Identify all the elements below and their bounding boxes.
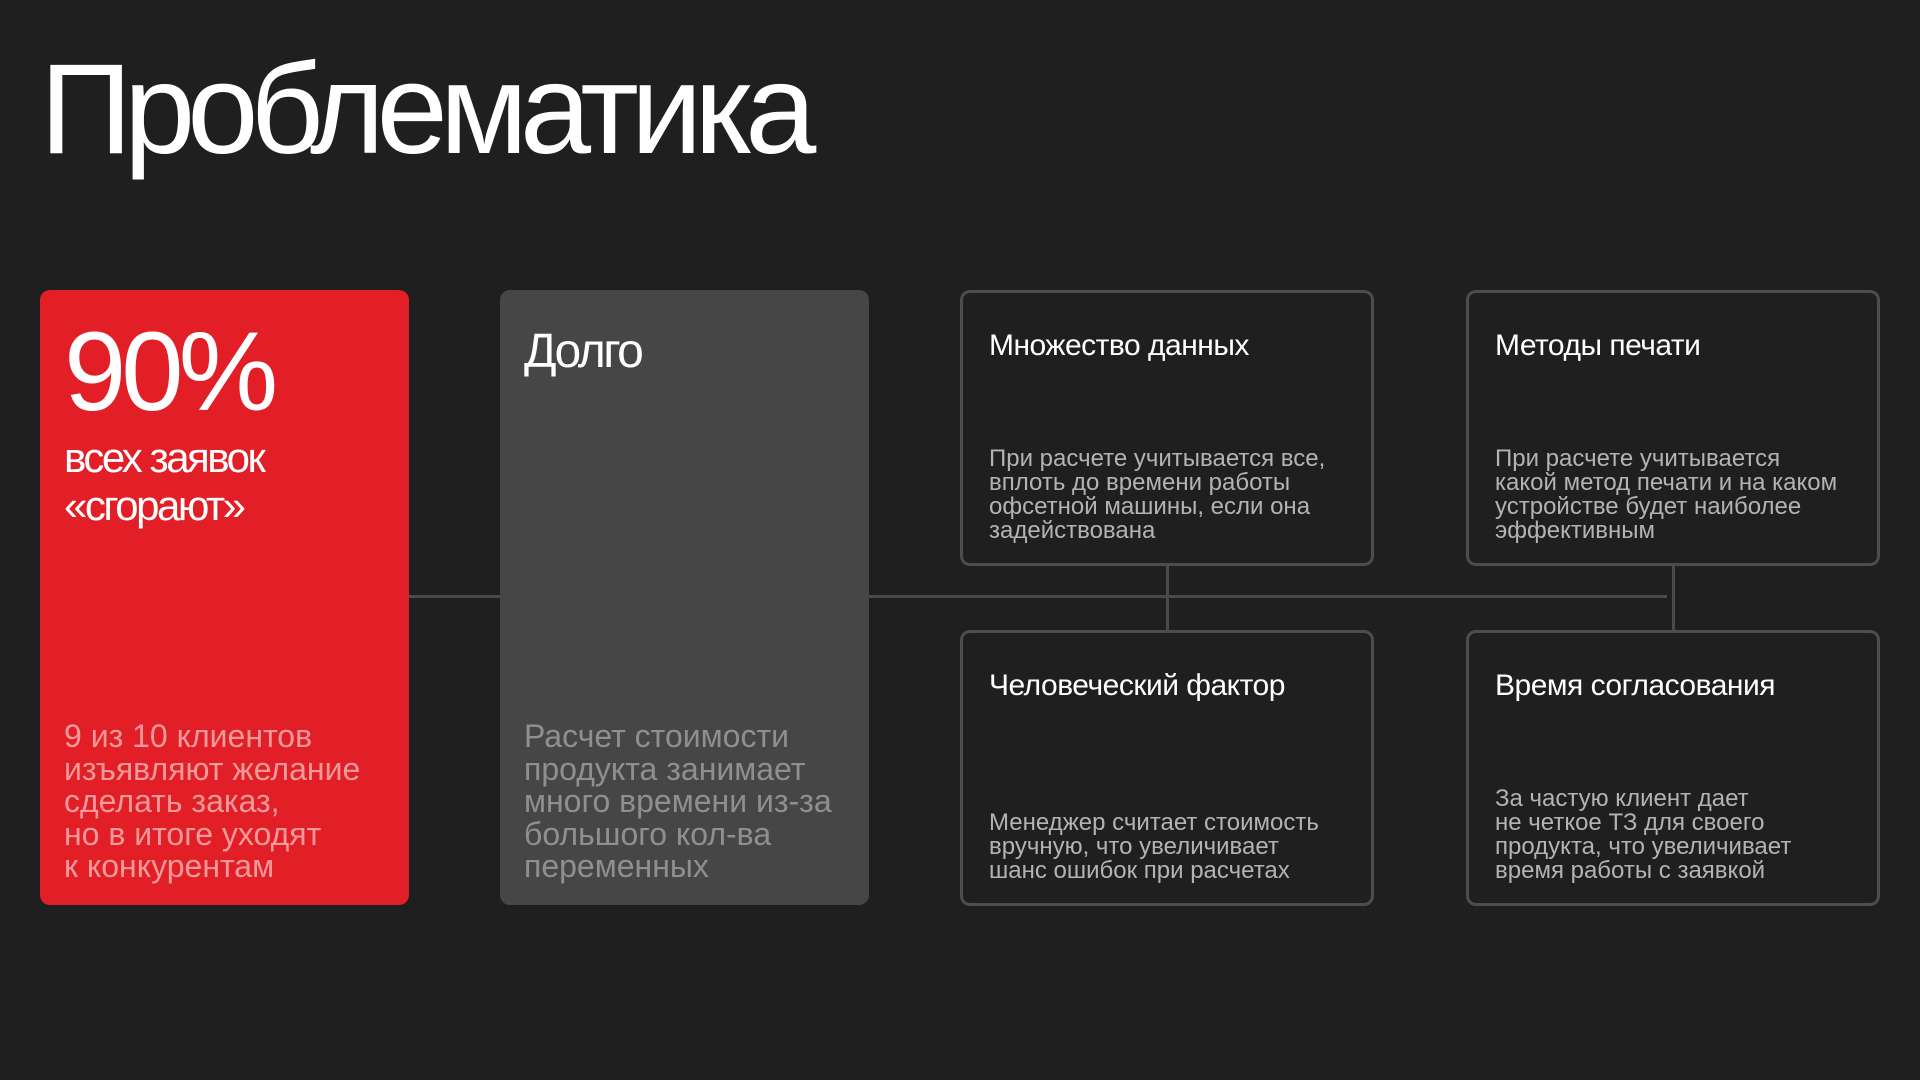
slow-card-description-line: большого кол-ва	[524, 815, 772, 852]
factor-card-text-line: вплоть до времени работы	[989, 469, 1291, 496]
factor-card-text-line: При расчете учитывается все,	[989, 445, 1326, 472]
slow-card-description-line: продукта занимает	[524, 750, 806, 787]
stat-caption-line: «сгорают»	[64, 482, 244, 530]
factor-card-text	[989, 811, 1351, 883]
factor-card-text-line: время работы с заявкой	[1495, 857, 1766, 884]
factor-card-title: Человеческий фактор	[989, 669, 1285, 702]
factor-card-text-line: не четкое ТЗ для своего	[1495, 809, 1765, 836]
factor-card-text-line: продукта, что увеличивает	[1495, 833, 1792, 860]
stat-description-line: 9 из 10 клиентов	[64, 717, 313, 754]
factor-card-text-line: При расчете учитывается	[1495, 445, 1781, 472]
page-title: Проблематика	[40, 38, 809, 181]
factor-card-text-line: вручную, что увеличивает	[989, 833, 1279, 860]
factor-card-text-line: Менеджер считает стоимость	[989, 809, 1319, 836]
stat-description	[64, 717, 393, 885]
factor-card-title: Множество данных	[989, 329, 1249, 362]
factor-card-data-volume	[960, 290, 1374, 566]
factor-card-human-factor	[960, 630, 1374, 906]
connector-line-left-column	[1166, 566, 1169, 630]
stat-description-line: но в итоге уходят	[64, 815, 322, 852]
slow-card-description-line: много времени из-за	[524, 783, 832, 820]
slow-card	[500, 290, 869, 905]
stat-caption	[64, 434, 385, 531]
stat-description-line: сделать заказ,	[64, 783, 280, 820]
factor-card-title: Методы печати	[1495, 329, 1701, 362]
stat-value: 90%	[64, 309, 274, 434]
factor-card-text-line: эффективным	[1495, 517, 1656, 544]
factor-card-text-line: офсетной машины, если она	[989, 493, 1311, 520]
factor-card-text	[1495, 787, 1857, 883]
factor-card-print-methods	[1466, 290, 1880, 566]
stat-description-line: к конкурентам	[64, 848, 275, 885]
slow-card-description-line: Расчет стоимости	[524, 717, 789, 754]
factor-card-text	[989, 447, 1351, 543]
factor-card-title: Время согласования	[1495, 669, 1775, 702]
factor-card-text-line: устройстве будет наиболее	[1495, 493, 1802, 520]
slow-card-title: Долго	[524, 325, 642, 378]
stat-description-line: изъявляют желание	[64, 750, 361, 787]
factor-card-text-line: За частую клиент дает	[1495, 785, 1749, 812]
stat-card	[40, 290, 409, 905]
factor-card-text	[1495, 447, 1857, 543]
factor-card-text-line: шанс ошибок при расчетах	[989, 857, 1290, 884]
stat-caption-line: всех заявок	[64, 434, 264, 481]
slow-card-description	[524, 717, 853, 885]
factor-card-approval-time	[1466, 630, 1880, 906]
factor-card-text-line: какой метод печати и на каком	[1495, 469, 1838, 496]
slow-card-description-line: переменных	[524, 848, 709, 885]
factor-card-text-line: задействована	[989, 517, 1156, 544]
connector-line-right-column	[1672, 566, 1675, 630]
